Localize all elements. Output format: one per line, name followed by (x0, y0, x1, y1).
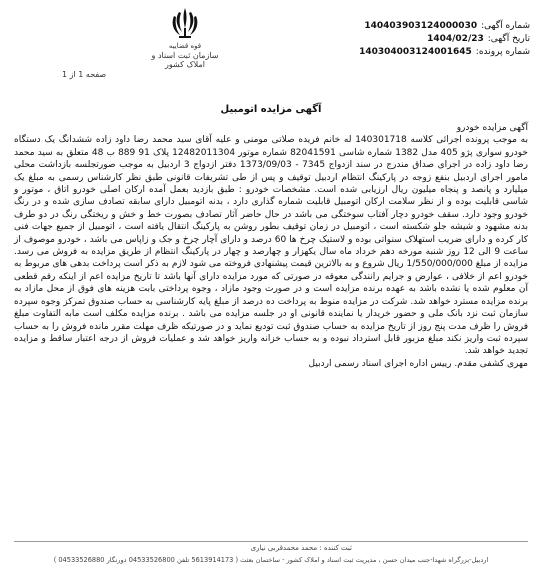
judiciary-name: قوه قضاییه (168, 42, 202, 50)
ad-date: 1404/02/23 (427, 34, 484, 44)
footer-address: اردبیل-بزرگراه شهدا-جنب میدان حسن ، مدیریت ثبت اسناد و املاک کشور - ساختمان بعثت ( 5613914173 تلفن 04533526800 دورنگار 04533526880 ) (53, 556, 489, 564)
document-title: آگهی مزایده اتومبیل (220, 104, 322, 115)
ad-meta (230, 20, 530, 59)
ad-number-row (230, 20, 530, 33)
body-subtitle: آگهی مزایده خودرو (456, 123, 528, 133)
file-number-label: شماره پرونده: (475, 47, 530, 57)
file-number-row (230, 46, 530, 59)
iran-emblem-icon (170, 6, 200, 40)
file-number: 140304003124001645 (359, 47, 472, 57)
footer-divider (14, 541, 528, 542)
registrar-note: ثبت کننده : محمد محمدقربی نیاری (250, 544, 352, 552)
ad-date-label: تاریخ آگهی: (487, 34, 530, 44)
ad-date-row (230, 33, 530, 46)
organization-name: سازمان ثبت اسناد و املاک کشور (151, 51, 219, 69)
signature-line: مهری کشفی مقدم. رییس اداره اجرای اسناد رسمی اردبیل (308, 358, 528, 369)
page-number: صفحه 1 از 1 (62, 70, 107, 79)
body-paragraph: به موجب پرونده اجرائی کلاسه 140301718 له خانم فریده صلاتی مومنی و علیه آقای سید محمد رضا داود زاده ششدانگ یک دستگاه خودرو سواری پژو 405 مدل 1382 شماره شاسی 82041591 شماره موتور 12482011304 پلاک 91 889 ب 48 متعلق به سید محمد رضا داود زاده در اجرای صداق مندرج در سند ازدواج 7345 - 1373/09/03 دفتر ازدواج 3 اردبیل به موجب صورتجلسه بازداشت محلی مامور اجرای اردبیل بنفع زوجه در پارکینگ انتظام اردبیل توقیف و پس از طی تشریفات قانونی طبق نظر کارشناس رسمی به مبلغ یک میلیارد و پانصد و پنجاه میلیون ریال ارزیابی شده است. مشخصات خودرو : طبق بازدید بعمل آمده ارکان اصلی خودرو اتاق ، موتور و شاسی قابلیت بوده و از نظر سلامت ارکان اتومبیل قابلیت شماره گذاری دارد ، بدنه اتومبیل دارای سابقه تصادف سازی شده و در رنگ خودرو وجود دارد. سقف خودرو دچار آفتاب سوختگی می باشد در حال حاضر آثار تصادف بصورت خط و خش و ریختگی رنگ در دو طرف بدنه مشهود و شیشه جلو شکسته است ، اتومبیل در زمان توقیف بطور روشن به پارکینگ انتقال یافته است ، اتومبیل از جمیع جهات فنی کار کرده و دارای ضریب استهلاک سنواتی بوده و لاستیک چرخ ها 60 درصد و دارای آچار چرخ و جک و زاپاس می باشد ، خودرو موصوف از ساعت 9 الی 12 روز شنبه مورخه دهم خرداد ماه سال یکهزار و چهارصد و چهار در پارکینگ انتظام از طریق مزایده به فروش می رسد. مزایده از مبلغ 1/550/000/000 ریال شروع و به بالاترین قیمت پیشنهادی فروخته می شود لازم به ذکر است پرداخت بدهی های مربوط به خودرو اعم از خلافی ، عوارض و جرایم رانندگی معوقه در صورتی که مورد مزایده دارای آنها باشد تا تاریخ مزایده اعم از اینکه رقم قطعی آن معلوم شده یا نشده باشد به عهده برنده مزایده است و در صورت وجود مازاد ، وجوه پرداختی بابت هزینه های فوق از محل مازاد به برنده مزایده مسترد خواهد شد. شرکت در مزایده منوط به پرداخت ده درصد از مبلغ پایه کارشناسی به حساب صندوق تمرکز وجوه سپرده سازمان ثبت نزد بانک ملی و حضور خریدار یا نماینده قانونی او در جلسه مزایده می باشد . برنده مزایده مکلف است مابه التفاوت مبلغ فروش را ظرف مدت پنج روز از تاریخ مزایده به حساب صندوق ثبت تودیع نماید و در صورتیکه ظرف مهلت مقرر مانده فروش را به حساب سپرده ثبت واریز نکند مبلغ مزبور قابل استرداد نبوده و به حساب خزانه واریز خواهد شد و عملیات فروش از درجه اعتبار ساقط و مزایده تجدید خواهد شد. (14, 135, 529, 357)
organization-logo (145, 6, 225, 69)
ad-number: 140403903124000030 (364, 21, 478, 31)
document-body (14, 122, 528, 370)
ad-number-label: شماره آگهی: (481, 21, 530, 31)
